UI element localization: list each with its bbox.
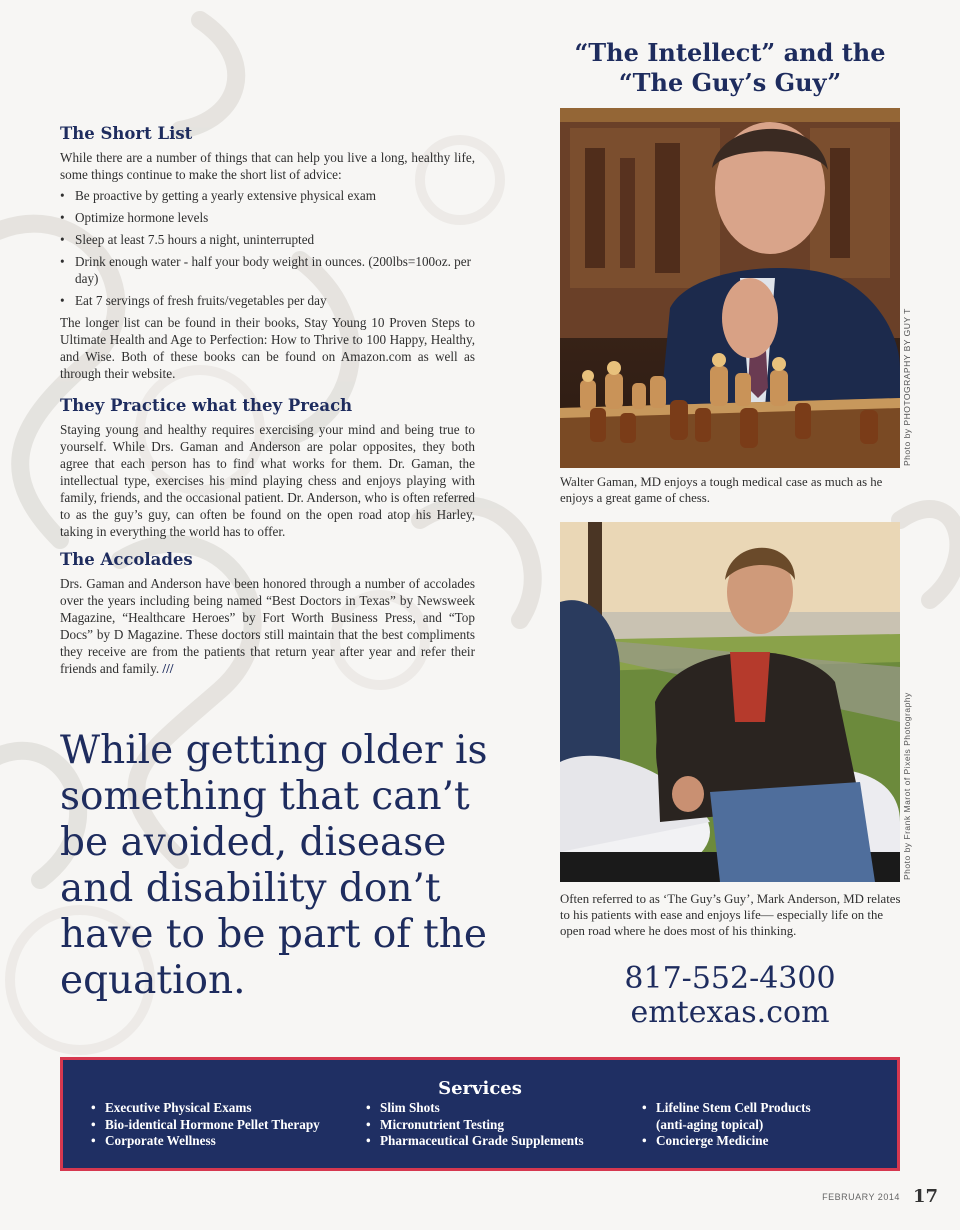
short-list-outro: The longer list can be found in their books, Stay Young 10 Proven Steps to Ultimate Health and Age to Perfection: How to Thrive to 100 Happy, Healthy, and Wise. Both of these books can be found on Amazon.com as well as through their website. xyxy=(60,315,475,381)
service-item: • Concierge Medicine xyxy=(640,1133,811,1150)
page-folio xyxy=(822,1186,938,1207)
photo2-credit: Photo by Frank Marot of Pixels Photography xyxy=(902,692,912,880)
list-item: • Drink enough water - half your body weight in ounces. (200lbs=100oz. per day) xyxy=(60,253,475,287)
list-item: • Eat 7 servings of fresh fruits/vegetables per day xyxy=(60,292,475,309)
pull-quote: While getting older is something that can’t be avoided, disease and disability don’t have to be part of the equation. xyxy=(60,728,488,1003)
photo-anderson-illustration xyxy=(560,522,900,882)
practice-heading: They Practice what they Preach xyxy=(60,396,353,415)
service-item xyxy=(640,1100,811,1133)
website-link[interactable]: emtexas.com xyxy=(630,995,830,1030)
photo1-credit: Photo by PHOTOGRAPHY BY GUY T xyxy=(902,308,912,466)
services-box xyxy=(60,1057,900,1171)
accolades-body: Drs. Gaman and Anderson have been honored through a number of accolades over the years including being named “Best Doctors in Texas” by Newsweek Magazine, “Healthcare Heroes” by Fort Worth Business Press, and “Top Docs” by D Magazine. These doctors still maintain that the best compliments they receive are from the patients that return year after year and refer their friends and family. xyxy=(60,576,475,676)
accolades-section xyxy=(60,550,475,677)
end-mark: /// xyxy=(162,661,174,676)
service-item: • Micronutrient Testing xyxy=(364,1117,584,1134)
services-heading: Services xyxy=(438,1078,522,1099)
photo-gaman-illustration xyxy=(560,108,900,468)
photo-section-heading: “The Intellect” and the “The Guy’s Guy” xyxy=(574,38,886,97)
service-item-label: Lifeline Stem Cell Products xyxy=(656,1100,811,1115)
short-list-heading: The Short List xyxy=(60,124,193,143)
service-item: • Executive Physical Exams xyxy=(89,1100,320,1117)
accolades-text xyxy=(60,575,475,677)
services-column-2 xyxy=(364,1100,584,1150)
list-item: • Be proactive by getting a yearly extensive physical exam xyxy=(60,187,475,204)
services-column-3 xyxy=(640,1100,811,1150)
practice-section xyxy=(60,396,475,540)
short-list-section xyxy=(60,124,475,382)
list-item: • Sleep at least 7.5 hours a night, uninterrupted xyxy=(60,231,475,248)
phone-number[interactable]: 817-552-4300 xyxy=(624,961,836,996)
short-list-items xyxy=(60,187,475,309)
service-item: • Corporate Wellness xyxy=(89,1133,320,1150)
list-item: • Optimize hormone levels xyxy=(60,209,475,226)
photo-gaman-chess xyxy=(560,108,900,468)
short-list-intro: While there are a number of things that can help you live a long, healthy life, some things continue to make the short list of advice: xyxy=(60,150,475,182)
practice-text: Staying young and healthy requires exercising your mind and being true to yourself. While Drs. Gaman and Anderson are polar opposites, they both agree that each person has to find what works for them. Dr. Gaman, the intellectual type, exercises his mind playing chess and enjoys playing with family, friends, and the occasional patient. Dr. Anderson, who is often referred to as the guy’s guy, can often be found on the open road atop his Harley, taking in everything the world has to offer. xyxy=(60,422,475,539)
service-item: • Slim Shots xyxy=(364,1100,584,1117)
services-column-1 xyxy=(89,1100,320,1150)
photo1-caption: Walter Gaman, MD enjoys a tough medical case as much as he enjoys a great game of chess. xyxy=(560,475,883,505)
photo2-caption: Often referred to as ‘The Guy’s Guy’, Mark Anderson, MD relates to his patients with ease and enjoys life— especially life on the open road where he does most of his thinking. xyxy=(560,892,901,938)
page-number: 17 xyxy=(912,1186,938,1207)
service-item-note: (anti-aging topical) xyxy=(656,1116,764,1132)
service-item: • Bio-identical Hormone Pellet Therapy xyxy=(89,1117,320,1134)
issue-date: FEBRUARY 2014 xyxy=(822,1191,900,1202)
service-item: • Pharmaceutical Grade Supplements xyxy=(364,1133,584,1150)
photo-anderson-motorcycle xyxy=(560,522,900,882)
accolades-heading: The Accolades xyxy=(60,550,193,569)
